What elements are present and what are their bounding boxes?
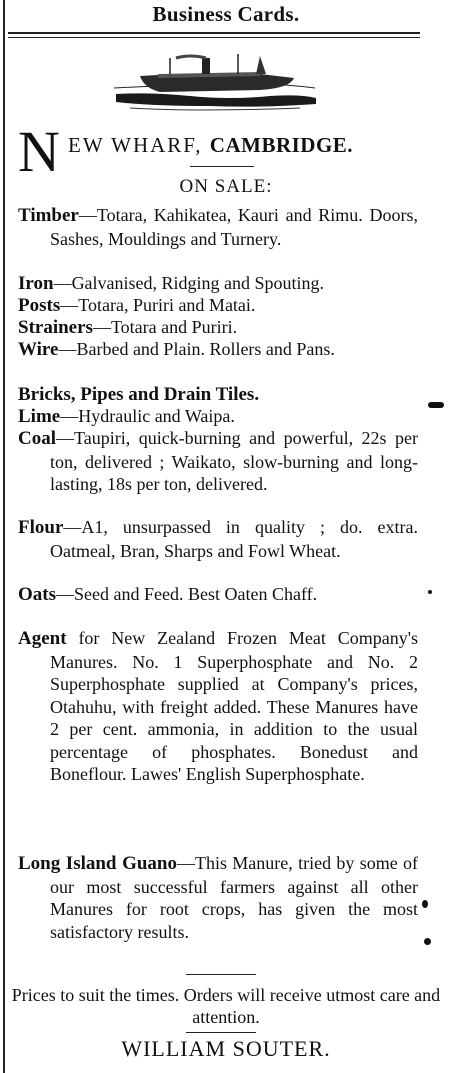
item-text: —Galvanised, Ridging and Spouting. xyxy=(53,273,325,293)
heading-rule xyxy=(8,32,420,38)
item-text: —A1, unsurpassed in quality ; do. extra. Oatmeal, Bran, Sharps and Fowl Wheat. xyxy=(50,517,418,561)
item-keyword: Lime xyxy=(18,406,61,427)
ink-speck xyxy=(422,900,428,908)
divider-rule xyxy=(186,1032,256,1033)
item-text: —Totara, Puriri and Matai. xyxy=(60,295,256,315)
list-item xyxy=(18,516,418,562)
list-item xyxy=(18,405,418,429)
item-keyword: Strainers xyxy=(18,317,93,338)
list-item xyxy=(18,338,418,362)
item-text: for New Zealand Frozen Meat Company's Manures. No. 1 Superphosphate and No. 2 Superphosphate supplied at Company's prices, Otahuhu, with freight added. These Manures have 2 per cent. ammonia, in addition to the usual percentage of phosphates. Bonedust and Boneflour. Lawes' English Superphosphate. xyxy=(50,628,418,784)
item-keyword: Long Island Guano xyxy=(18,853,177,874)
list-item xyxy=(18,852,418,943)
advert-title-text: EW WHARF, CAMBRIDGE. xyxy=(68,133,354,157)
advert-place: CAMBRIDGE. xyxy=(209,133,354,157)
item-keyword: Iron xyxy=(18,273,54,294)
item-keyword: Posts xyxy=(18,295,61,316)
list-item xyxy=(18,204,418,250)
item-keyword: Flour xyxy=(18,517,64,538)
column-rule xyxy=(3,0,5,1073)
item-keyword: Timber xyxy=(18,205,79,226)
item-text: —Barbed and Plain. Rollers and Pans. xyxy=(58,339,335,359)
list-item xyxy=(18,316,418,340)
list-item xyxy=(18,627,418,786)
section-heading: Business Cards. xyxy=(152,2,300,26)
steamship-illustration xyxy=(110,52,320,114)
item-text: —This Manure, tried by some of our most successful farmers against all other Manures for root crops, has given the most satisfactory results. xyxy=(50,853,418,942)
item-keyword: Agent xyxy=(18,628,67,649)
footer-notice: Prices to suit the times. Orders will receive utmost care and attention. xyxy=(11,985,441,1027)
on-sale-heading: ON SALE: xyxy=(179,176,273,197)
list-item xyxy=(18,383,418,407)
divider-rule xyxy=(186,974,256,975)
ink-speck xyxy=(428,590,432,594)
list-item xyxy=(18,427,418,496)
advert-title xyxy=(18,119,428,184)
ink-speck xyxy=(424,938,431,945)
signature: WILLIAM SOUTER. xyxy=(121,1036,331,1061)
item-keyword: Coal xyxy=(18,428,56,449)
item-text: —Hydraulic and Waipa. xyxy=(60,406,235,426)
item-keyword: Oats xyxy=(18,584,56,605)
list-item xyxy=(18,294,418,318)
item-text: —Taupiri, quick-burning and powerful, 22s per ton, delivered ; Waikato, slow-burning and long-lasting, 18s per ton, delivered. xyxy=(50,428,418,494)
list-item xyxy=(18,272,418,296)
list-item xyxy=(18,583,418,607)
ink-blot xyxy=(428,402,444,408)
item-text: —Totara and Puriri. xyxy=(92,317,238,337)
item-keyword: Bricks, Pipes and Drain Tiles. xyxy=(18,384,260,405)
item-text: —Seed and Feed. Best Oaten Chaff. xyxy=(56,584,318,604)
item-text: —Totara, Kahikatea, Kauri and Rimu. Doors, Sashes, Mouldings and Turnery. xyxy=(50,205,418,249)
title-rule xyxy=(190,166,254,167)
drop-capital: N xyxy=(18,119,60,184)
item-keyword: Wire xyxy=(18,339,59,360)
